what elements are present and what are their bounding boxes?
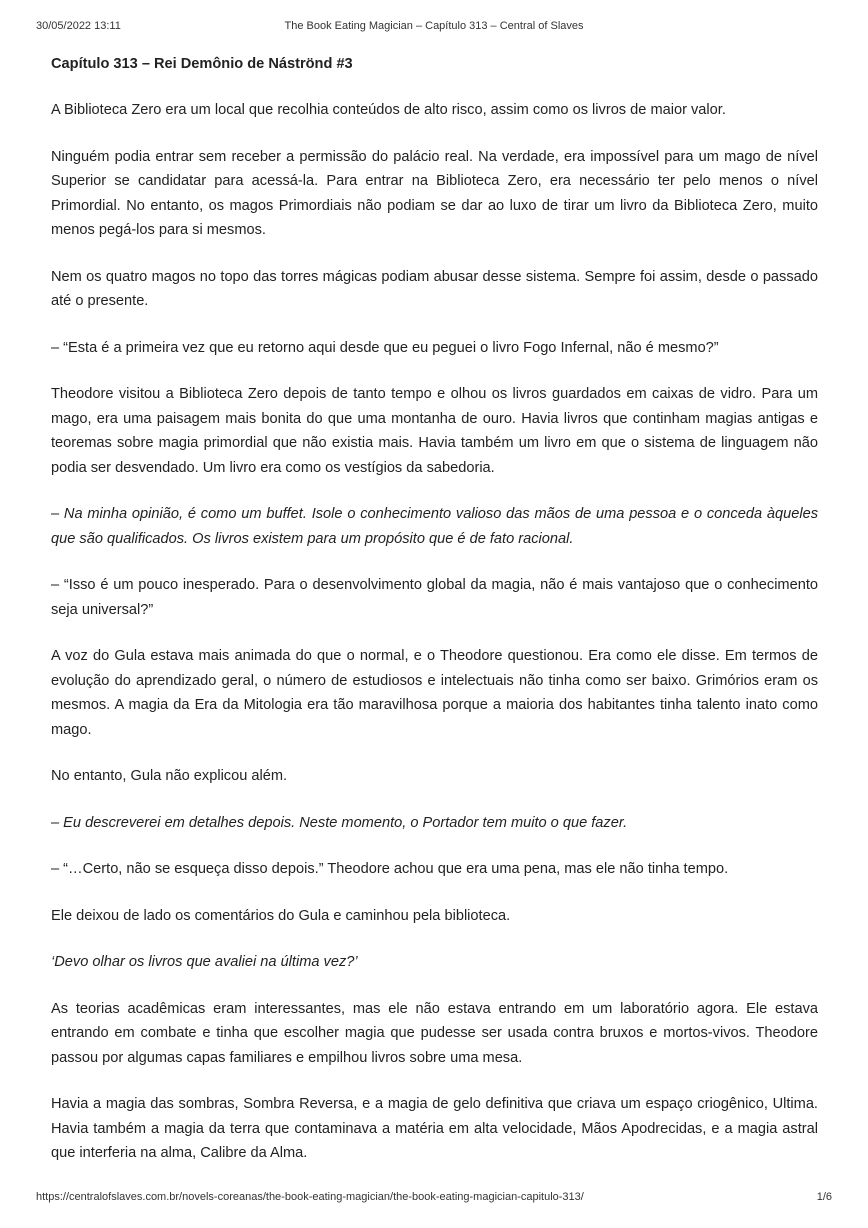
print-footer — [36, 1191, 832, 1207]
paragraph: Ele deixou de lado os comentários do Gula e caminhou pela biblioteca. — [51, 907, 511, 924]
paragraph: Nem os quatro magos no topo das torres mágicas podiam abusar desse sistema. Sempre foi assim, desde o passado até o presente. — [51, 268, 818, 309]
chapter-title: Capítulo 313 – Rei Demônio de Náströnd #3 — [51, 56, 353, 72]
paragraph: As teorias acadêmicas eram interessantes, mas ele não estava entrando em um laboratório agora. Ele estava entrando em combate e tinha que escolher magia que pudesse ser usada contra bruxos e mortos-vivos. Theodore passou por algumas capas familiares e empilhou livros sobre uma mesa. — [51, 1000, 818, 1066]
source-url: https://centralofslaves.com.br/novels-coreanas/the-book-eating-magician/the-book-eating-magician-capitulo-313/ — [36, 1191, 584, 1203]
print-page-title: The Book Eating Magician – Capítulo 313 – Central of Slaves — [284, 20, 584, 32]
paragraph: – “…Certo, não se esqueça disso depois.” Theodore achou que era uma pena, mas ele não tinha tempo. — [51, 861, 729, 877]
paragraph: No entanto, Gula não explicou além. — [51, 768, 288, 784]
paragraph: Havia a magia das sombras, Sombra Reversa, e a magia de gelo definitiva que criava um espaço criogênico, Ultima. Havia também a magia da terra que contaminava a matéria em alta velocidade, Mãos Apodrecidas, e a magia astral que interferia na alma, Calibre da Alma. — [51, 1096, 818, 1161]
paragraph: – “Esta é a primeira vez que eu retorno aqui desde que eu peguei o livro Fogo Infernal, não é mesmo?” — [51, 339, 719, 356]
article-body — [51, 52, 818, 1188]
paragraph: Ninguém podia entrar sem receber a permissão do palácio real. Na verdade, era impossível para um mago de nível Superior se candidatar para acessá-la. Para entrar na Biblioteca Zero, era necessário ter pelo menos o nível Primordial. No entanto, os magos Primordiais não podiam se dar ao luxo de tirar um livro da Biblioteca Zero, muito menos pegá-los para si mesmos. — [51, 148, 818, 238]
print-header — [36, 20, 832, 36]
paragraph: A voz do Gula estava mais animada do que o normal, e o Theodore questionou. Era como ele disse. Em termos de evolução do aprendizado geral, o número de estudiosos e intelectuais não tinha como ser baixo. Grimórios eram os mesmos. A magia da Era da Mitologia era tão maravilhosa porque a maioria dos habitantes tinha talento inato como mago. — [51, 648, 818, 738]
paragraph: ‘Devo olhar os livros que avaliei na última vez?’ — [51, 954, 358, 970]
print-datetime: 30/05/2022 13:11 — [36, 20, 121, 32]
page-number: 1/6 — [816, 1191, 832, 1203]
paragraph: – Na minha opinião, é como um buffet. Isole o conhecimento valioso das mãos de uma pessoa e o conceda àqueles que são qualificados. Os livros existem para um propósito que é de fato racional. — [51, 506, 818, 547]
paragraph: – “Isso é um pouco inesperado. Para o desenvolvimento global da magia, não é mais vantajoso que o conhecimento seja universal?” — [51, 577, 818, 618]
paragraph: Theodore visitou a Biblioteca Zero depois de tanto tempo e olhou os livros guardados em caixas de vidro. Para um mago, era uma paisagem mais bonita do que uma montanha de ouro. Havia livros que continham magias antigas e teoremas sobre magia primordial que não existia mais. Havia também um livro em que o sistema de linguagem não podia ser desvendado. Um livro era como os vestígios da sabedoria. — [51, 386, 818, 476]
paragraph: A Biblioteca Zero era um local que recolhia conteúdos de alto risco, assim como os livros de maior valor. — [51, 102, 726, 118]
paragraph: – Eu descreverei em detalhes depois. Neste momento, o Portador tem muito o que fazer. — [51, 814, 628, 831]
